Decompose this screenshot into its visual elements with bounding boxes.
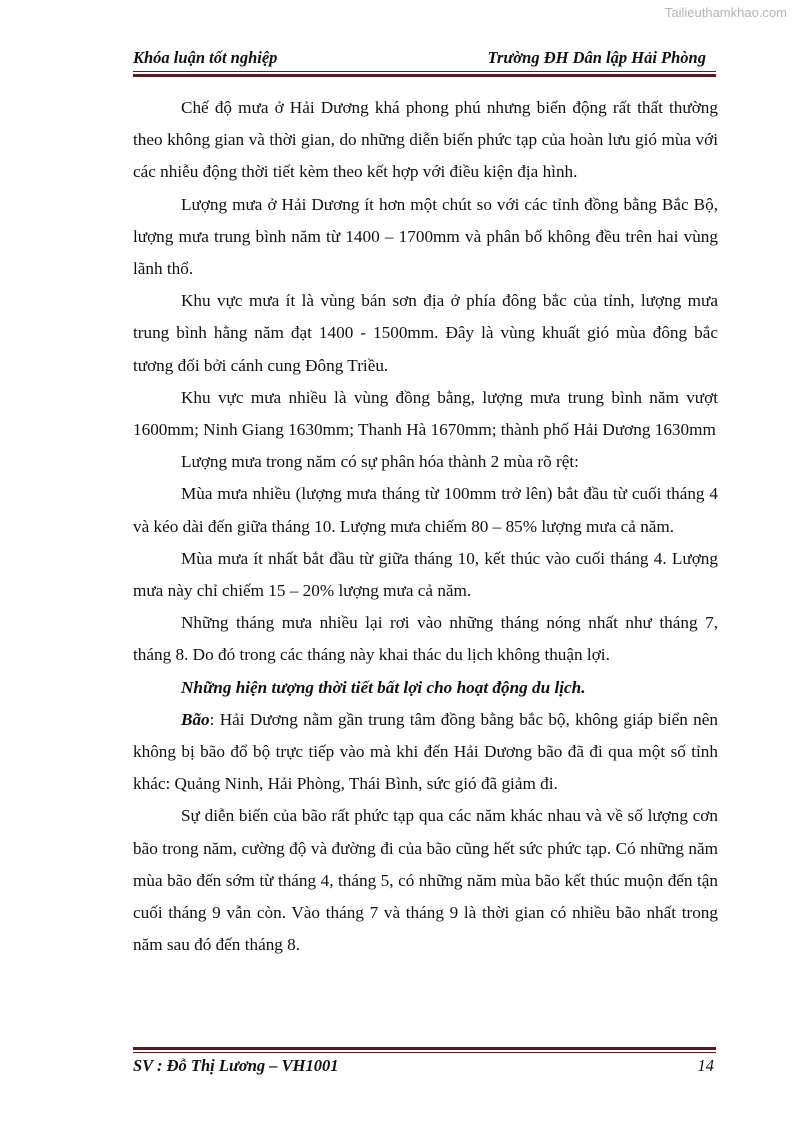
storm-term: Bão <box>181 709 210 729</box>
header-university: Trường ĐH Dân lập Hải Phòng <box>487 48 706 67</box>
page-number: 14 <box>697 1056 714 1075</box>
footer-student: SV : Đỗ Thị Lương – VH1001 <box>133 1056 339 1075</box>
paragraph: Khu vực mưa nhiều là vùng đồng bằng, lượng mưa trung bình năm vượt 1600mm; Ninh Giang 1630mm; Thanh Hà 1670mm; thành phố Hải Dương 1630mm <box>133 387 718 440</box>
paragraph: Khu vực mưa ít là vùng bán sơn địa ở phía đông bắc của tỉnh, lượng mưa trung bình hằng năm đạt 1400 - 1500mm. Đây là vùng khuất gió mùa đông bắc tương đối bởi cánh cung Đông Triều. <box>133 291 718 375</box>
page-header <box>133 48 706 68</box>
paragraph: Sự diễn biến của bão rất phức tạp qua các năm khác nhau và về số lượng cơn bão trong năm, cường độ và đường đi của bão cũng hết sức phức tạp. Có những năm mùa bão đến sớm từ tháng 4, tháng 5, có những năm mùa bão kết thúc muộn đến tận cuối tháng 9 vẫn còn. Vào tháng 7 và tháng 9 là thời gian có nhiều bão nhất trong năm sau đó đến tháng 8. <box>133 806 718 955</box>
section-heading: Những hiện tượng thời tiết bất lợi cho hoạt động du lịch. <box>181 677 586 697</box>
header-divider-thick <box>133 74 716 77</box>
paragraph: Lượng mưa ở Hải Dương ít hơn một chút so với các tỉnh đồng bằng Bắc Bộ, lượng mưa trung bình năm từ 1400 – 1700mm và phân bố không đều trên hai vùng lãnh thổ. <box>133 194 718 279</box>
header-divider-thin <box>133 71 716 72</box>
storm-paragraph <box>133 704 718 801</box>
paragraph: Chế độ mưa ở Hải Dương khá phong phú nhưng biến động rất thất thường theo không gian và thời gian, do những diễn biến phức tạp của hoàn lưu gió mùa với các nhiễu động thời tiết kèm theo kết hợp với điều kiện địa hình. <box>133 98 718 182</box>
header-thesis-label: Khóa luận tốt nghiệp <box>133 48 278 67</box>
paragraph: Mùa mưa ít nhất bắt đầu từ giữa tháng 10, kết thúc vào cuối tháng 4. Lượng mưa này chỉ chiếm 15 – 20% lượng mưa cả năm. <box>133 548 718 601</box>
footer-divider-thick <box>133 1047 716 1050</box>
page-footer <box>133 1056 714 1076</box>
storm-text: : Hải Dương nằm gần trung tâm đồng bằng bắc bộ, không giáp biển nên không bị bão đổ bộ trực tiếp vào mà khi đến Hải Dương bão đã đi qua một số tỉnh khác: Quảng Ninh, Hải Phòng, Thái Bình, sức gió đã giảm đi. <box>133 709 718 794</box>
paragraph: Mùa mưa nhiều (lượng mưa tháng từ 100mm trở lên) bắt đầu từ cuối tháng 4 và kéo dài đến giữa tháng 10. Lượng mưa chiếm 80 – 85% lượng mưa cả năm. <box>133 484 718 536</box>
watermark: Tailieuthamkhao.com <box>664 5 787 20</box>
footer-divider-thin <box>133 1052 716 1053</box>
paragraph: Những tháng mưa nhiều lại rơi vào những tháng nóng nhất như tháng 7, tháng 8. Do đó trong các tháng này khai thác du lịch không thuận lợi. <box>133 613 718 665</box>
body-text <box>133 92 718 961</box>
paragraph: Lượng mưa trong năm có sự phân hóa thành 2 mùa rõ rệt: <box>181 452 579 472</box>
